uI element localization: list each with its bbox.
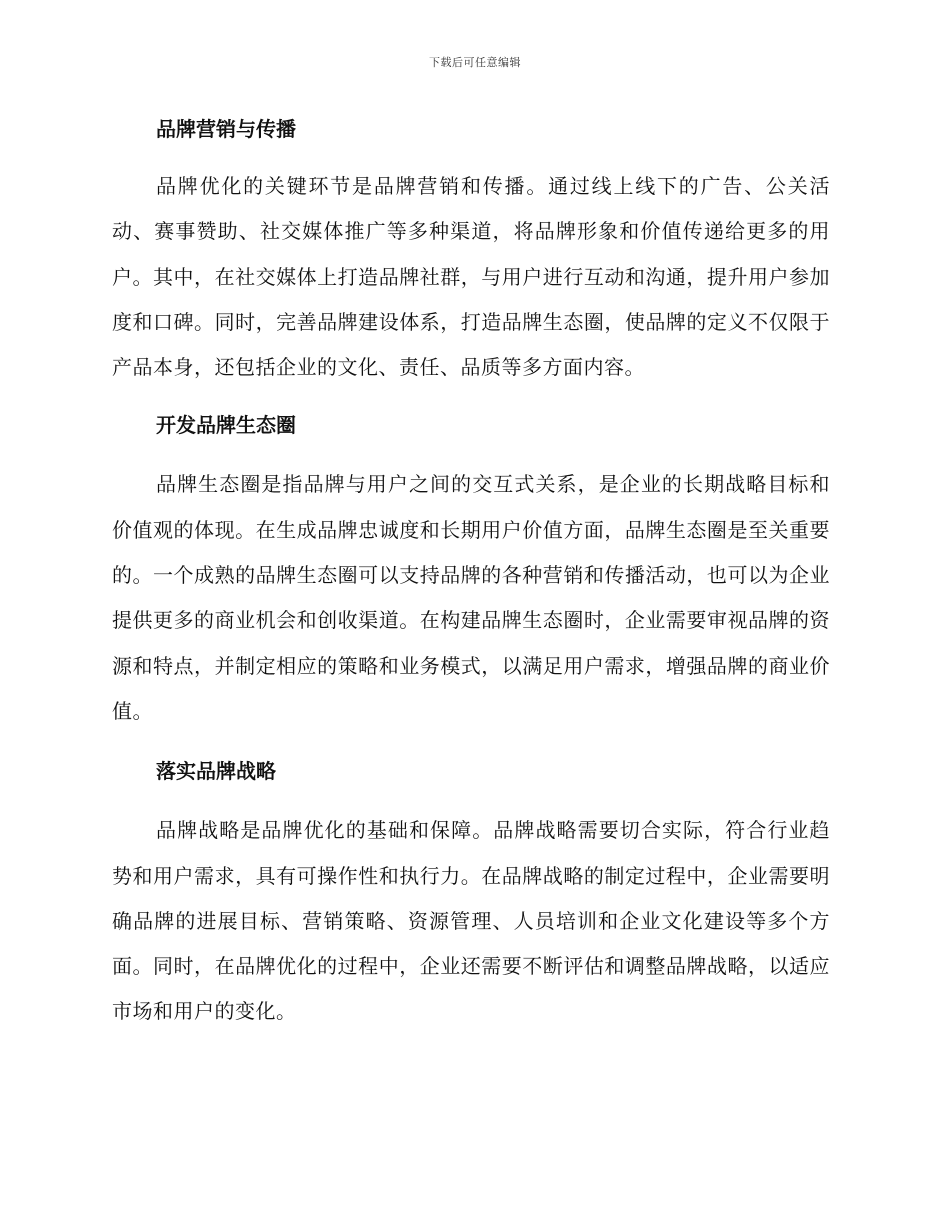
document-body — [112, 112, 830, 1035]
section-heading-brand-marketing: 品牌营销与传播 — [156, 117, 296, 141]
section-paragraph-brand-marketing: 品牌优化的关键环节是品牌营销和传播。通过线上线下的广告、公关活动、赛事赞助、社交媒体推广等多种渠道，将品牌形象和价值传递给更多的用户。其中，在社交媒体上打造品牌社群，与用户进行互动和沟通，提升用户参加度和口碑。同时，完善品牌建设体系，打造品牌生态圈，使品牌的定义不仅限于产品本身，还包括企业的文化、责任、品质等多方面内容。 — [112, 174, 830, 380]
section-heading-brand-ecosystem: 开发品牌生态圈 — [156, 413, 296, 438]
section-paragraph-brand-ecosystem: 品牌生态圈是指品牌与用户之间的交互式关系，是企业的长期战略目标和价值观的体现。在生成品牌忠诚度和长期用户价值方面，品牌生态圈是至关重要的。一个成熟的品牌生态圈可以支持品牌的各种营销和传播活动，也可以为企业提供更多的商业机会和创收渠道。在构建品牌生态圈时，企业需要审视品牌的资源和特点，并制定相应的策略和业务模式，以满足用户需求，增强品牌的商业价值。 — [112, 472, 830, 723]
page-header-note: 下载后可任意编辑 — [429, 56, 521, 69]
section-heading-brand-strategy: 落实品牌战略 — [156, 759, 276, 784]
section-paragraph-brand-strategy: 品牌战略是品牌优化的基础和保障。品牌战略需要切合实际，符合行业趋势和用户需求，具有可操作性和执行力。在品牌战略的制定过程中，企业需要明确品牌的进展目标、营销策略、资源管理、人员培训和企业文化建设等多个方面。同时，在品牌优化的过程中，企业还需要不断评估和调整品牌战略，以适应市场和用户的变化。 — [112, 818, 830, 1024]
